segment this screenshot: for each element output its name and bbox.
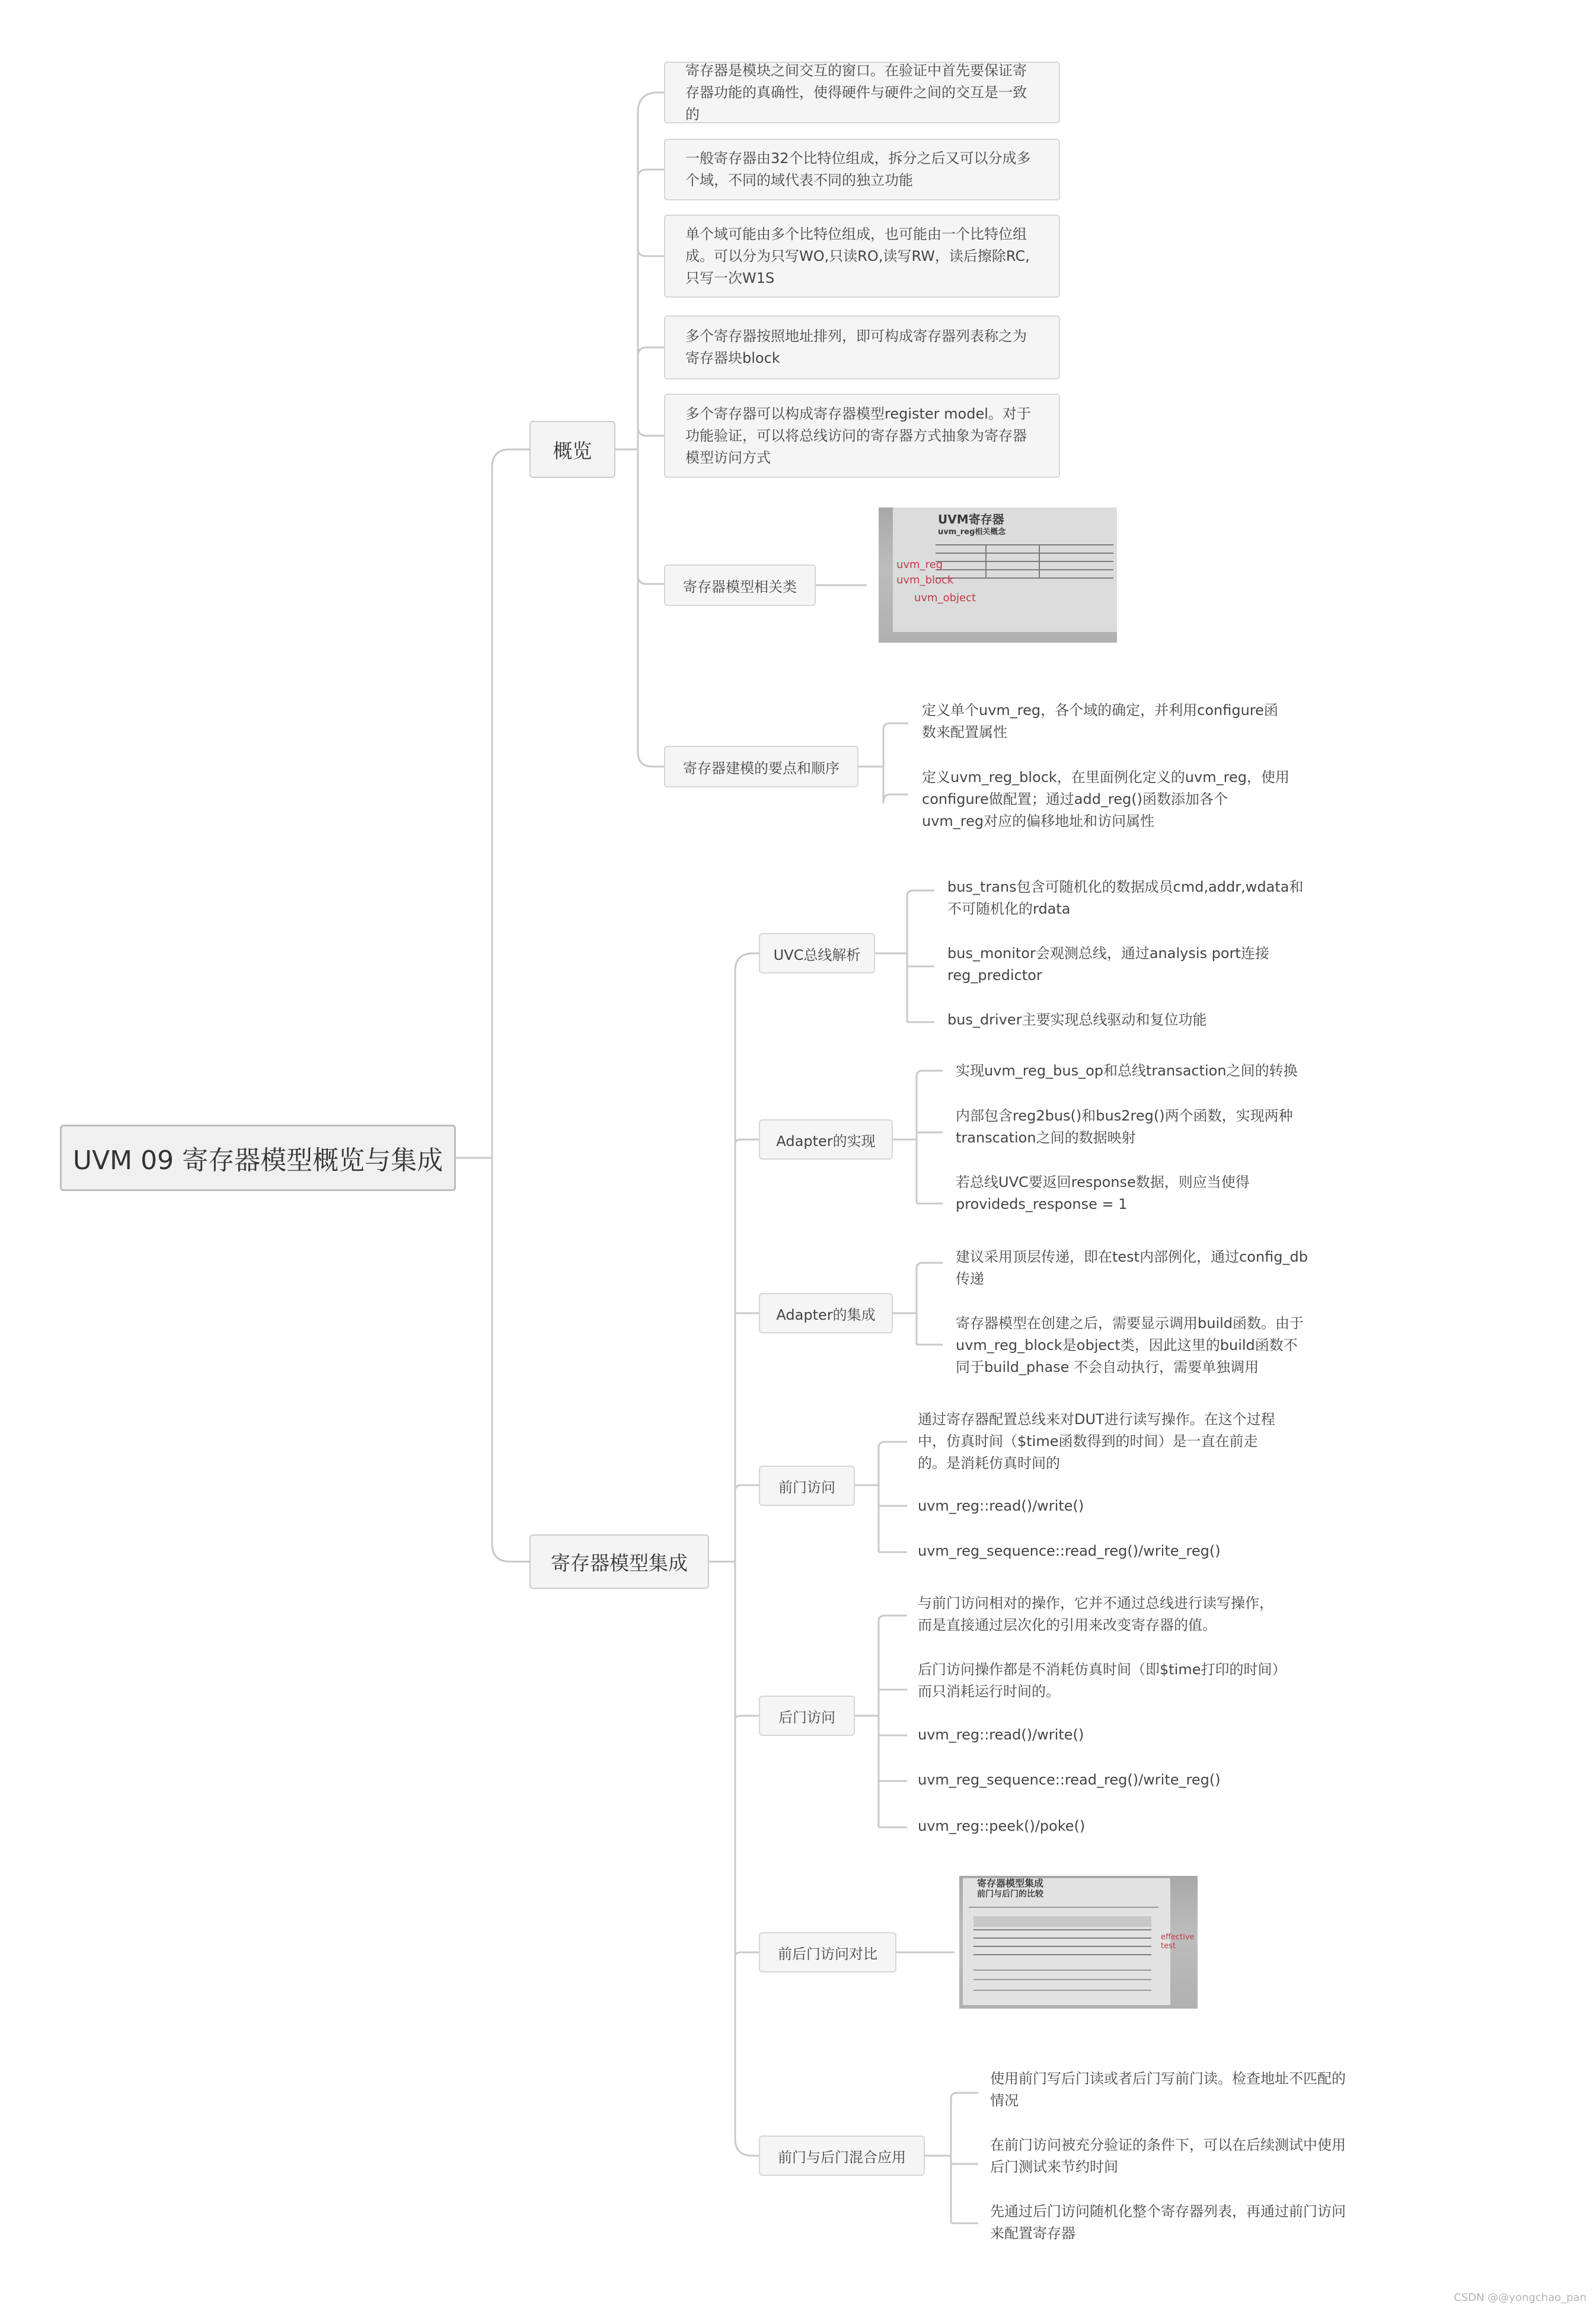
adapter-impl-item-2[interactable]: 内部包含reg2bus()和bus2reg()两个函数，实现两种transcation之间的数据映射 [956, 1107, 1293, 1146]
topic-mixed-usage[interactable]: 前门与后门混合应用 [759, 2136, 925, 2176]
topic-adapter-impl[interactable]: Adapter的实现 [759, 1119, 893, 1160]
mixed-item-2[interactable]: 在前门访问被充分验证的条件下，可以在后续测试中使用后门测试来节约时间 [990, 2137, 1346, 2175]
back-item-2[interactable]: 后门访问操作都是不消耗仿真时间（即$time打印的时间）而只消耗运行时间的。 [918, 1661, 1279, 1700]
mixed-item-3[interactable]: 先通过后门访问随机化整个寄存器列表，再通过前门访问来配置寄存器 [990, 2203, 1346, 2242]
compare-photo-heading: 寄存器模型集成 [977, 1878, 1044, 1889]
register-classes-photo[interactable] [879, 507, 1117, 643]
uvc-item-2[interactable]: bus_monitor会观测总线，通过analysis port连接reg_predictor [947, 945, 1269, 984]
root-topic-label: UVM 09 寄存器模型概览与集成 [72, 1145, 443, 1176]
topic-overview-label: 概览 [553, 439, 592, 462]
modeling-item-1[interactable]: 定义单个uvm_reg，各个域的确定，并利用configure函数来配置属性 [922, 702, 1278, 740]
front-item-2[interactable]: uvm_reg::read()/write() [918, 1498, 1084, 1514]
back-item-1[interactable]: 与前门访问相对的操作，它并不通过总线进行读写操作，而是直接通过层次化的引用来改变寄存器的值。 [918, 1595, 1273, 1633]
compare-photo-subheading: 前门与后门的比较 [977, 1889, 1043, 1899]
overview-item-5[interactable]: 多个寄存器可以构成寄存器模型register model。对于功能验证，可以将总线访问的寄存器方式抽象为寄存器模型访问方式 [664, 394, 1060, 478]
topic-adapter-integration[interactable]: Adapter的集成 [759, 1293, 893, 1333]
back-item-5[interactable]: uvm_reg::peek()/poke() [918, 1818, 1086, 1834]
uvc-item-3[interactable]: bus_driver主要实现总线驱动和复位功能 [947, 1011, 1207, 1028]
overview-item-2[interactable]: 一般寄存器由32个比特位组成，拆分之后又可以分成多个域，不同的域代表不同的独立功能 [664, 139, 1060, 200]
root-topic[interactable] [60, 1125, 456, 1191]
adapter-impl-item-3[interactable]: 若总线UVC要返回response数据，则应当使得provideds_response = 1 [956, 1174, 1250, 1212]
photo-annotation-3: uvm_object [914, 592, 976, 604]
front-item-1[interactable]: 通过寄存器配置总线来对DUT进行读写操作。在这个过程中，仿真时间（$time函数得到的时间）是一直在前走的。是消耗仿真时间的 [918, 1411, 1275, 1471]
watermark: CSDN @@yongchao_pan [1454, 2291, 1587, 2304]
uvc-item-1[interactable]: bus_trans包含可随机化的数据成员cmd,addr,wdata和不可随机化的rdata [947, 879, 1304, 917]
back-item-3[interactable]: uvm_reg::read()/write() [918, 1726, 1084, 1743]
topic-overview[interactable] [529, 421, 615, 478]
photo-annotation-2: uvm_block [896, 574, 954, 586]
photo-heading: UVM寄存器 [938, 512, 1004, 526]
adapter-int-item-2[interactable]: 寄存器模型在创建之后，需要显示调用build函数。由于uvm_reg_block是object类，因此这里的build函数不同于build_phase 不会自动执行，需要单独调用 [956, 1315, 1304, 1375]
compare-photo-annotation: effective test [1161, 1933, 1195, 1951]
modeling-item-2[interactable]: 定义uvm_reg_block，在里面例化定义的uvm_reg，使用configure做配置；通过add_reg()函数添加各个uvm_reg对应的偏移地址和访问属性 [922, 769, 1289, 829]
overview-item-3[interactable]: 单个域可能由多个比特位组成，也可能由一个比特位组成。可以分为只写WO,只读RO,读写RW，读后擦除RC,只写一次W1S [664, 215, 1060, 298]
adapter-int-item-1[interactable]: 建议采用顶层传递，即在test内部例化，通过config_db传递 [956, 1249, 1308, 1287]
photo-annotation-1: uvm_reg [896, 558, 943, 571]
mixed-item-1[interactable]: 使用前门写后门读或者后门写前门读。检查地址不匹配的情况 [990, 2070, 1346, 2109]
adapter-impl-item-1[interactable]: 实现uvm_reg_bus_op和总线transaction之间的转换 [956, 1062, 1298, 1079]
topic-front-back-compare[interactable]: 前后门访问对比 [759, 1932, 896, 1972]
back-item-4[interactable]: uvm_reg_sequence::read_reg()/write_reg() [918, 1771, 1221, 1788]
topic-uvc-bus[interactable]: UVC总线解析 [759, 933, 875, 973]
front-back-compare-photo[interactable] [959, 1876, 1198, 2009]
photo-subheading: uvm_reg相关概念 [938, 528, 1006, 537]
overview-item-4[interactable]: 多个寄存器按照地址排列，即可构成寄存器列表称之为寄存器块block [664, 315, 1060, 379]
overview-item-1[interactable]: 寄存器是模块之间交互的窗口。在验证中首先要保证寄存器功能的真确性，使得硬件与硬件之间的交互是一致的 [664, 62, 1060, 123]
topic-related-classes[interactable]: 寄存器模型相关类 [664, 564, 816, 606]
front-item-3[interactable]: uvm_reg_sequence::read_reg()/write_reg() [918, 1543, 1221, 1559]
topic-back-door[interactable]: 后门访问 [759, 1696, 855, 1736]
topic-modeling-order[interactable]: 寄存器建模的要点和顺序 [664, 746, 858, 787]
topic-integration[interactable]: 寄存器模型集成 [529, 1534, 709, 1589]
topic-front-door[interactable]: 前门访问 [759, 1466, 855, 1506]
